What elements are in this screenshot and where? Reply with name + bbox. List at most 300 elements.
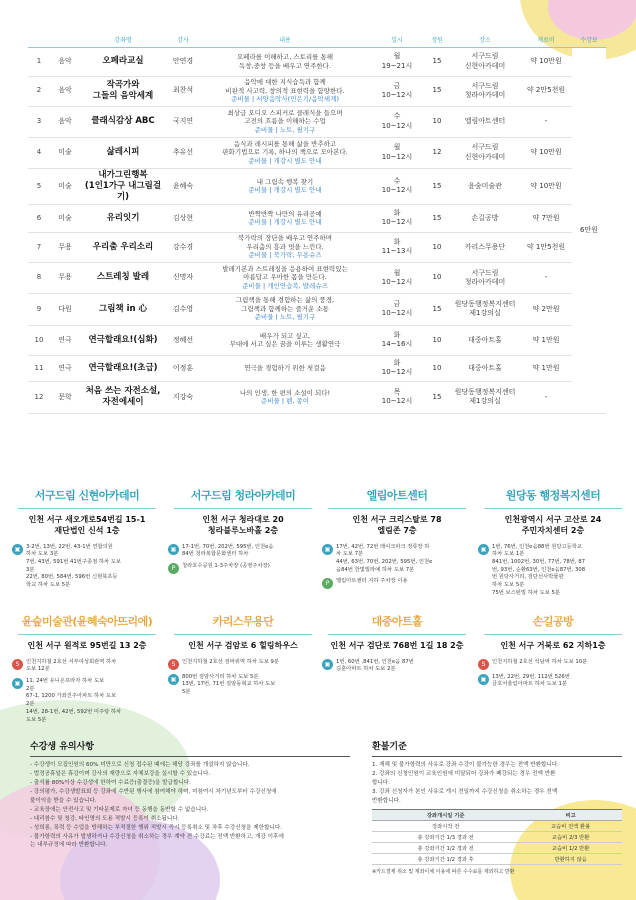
course-schedule-line: 19~21시 [381, 61, 413, 70]
course-place [450, 204, 520, 232]
course-teacher: 강수경 [166, 232, 200, 262]
venue-direction-line: 7번, 43번, 591번 41번구종점 하차 도보 [26, 558, 122, 565]
course-schedule-line: 10~12시 [381, 309, 413, 318]
table-row [28, 106, 606, 137]
course-material-fee: 약 10만원 [520, 47, 572, 76]
venue-direction-line: 17번, 42번, 72번 레이크파크 정류장 하 [336, 543, 430, 550]
venue-address-line: 인천 서구 검암로 6 힐링하우스 [188, 641, 298, 650]
course-schedule-line: 10~12시 [381, 152, 413, 161]
venue-direction-line: 14번, 28-1번, 42번, 592번 미주탕 하차 [26, 708, 122, 715]
course-description-line: 무대에 서고 싶은 꿈을 이루는 생활연극 [229, 340, 341, 349]
venue-direction-line: 음84번 한빛빌라예 하차 도보 7분 [336, 566, 415, 573]
course-schedule [370, 137, 424, 168]
table-row [28, 232, 606, 262]
course-schedule [370, 232, 424, 262]
venue-direction-line: 엘림아트센터 지하 주차장 이용 [336, 578, 408, 585]
course-schedule-line: 화 [393, 209, 401, 218]
course-description-line: 연극을 경험하기 위한 첫걸음 [244, 363, 326, 372]
course-schedule-line: 월 [393, 268, 401, 277]
course-description [200, 76, 370, 106]
venue-direction-item [168, 544, 318, 559]
course-description [200, 47, 370, 76]
bus-icon: ▣ [12, 678, 23, 689]
course-capacity: 15 [424, 168, 450, 204]
course-material-fee: 약 10만원 [520, 168, 572, 204]
course-field: 다원 [50, 293, 80, 325]
course-description [200, 262, 370, 293]
venue-card [168, 487, 318, 578]
venue-name: 카리스무용단 [212, 615, 274, 628]
table-row [28, 204, 606, 232]
course-materials-needed: 준비물 | 개인연습복, 발레슈즈 [242, 281, 328, 290]
header-place: 장소 [450, 33, 520, 47]
course-schedule [370, 47, 424, 76]
course-schedule [370, 106, 424, 137]
course-place [450, 168, 520, 204]
venue-divider [484, 634, 622, 635]
course-schedule-line: 화 [393, 331, 401, 340]
bus-icon: ▣ [322, 544, 333, 555]
course-field: 무용 [50, 232, 80, 262]
venue-address-line: 청라블루노바홀 2층 [207, 525, 279, 535]
course-place-line: 원당동행정복지센터 [454, 388, 516, 397]
refund-note: 교습비 전액 환불 [519, 820, 622, 831]
course-title [80, 325, 166, 355]
course-title-line: 삶레시피 [106, 146, 140, 157]
course-materials-needed: 준비물 | 북가락, 무용슈즈 [248, 251, 322, 260]
venue-direction-text [336, 659, 414, 674]
course-description-line: 비판적 사고력, 창의적 표현력을 함양한다. [225, 86, 345, 95]
course-title [80, 204, 166, 232]
venue-directions [12, 659, 162, 724]
course-description-line: 배우가 되고 싶고, [259, 331, 311, 340]
course-number: 7 [28, 232, 50, 262]
course-schedule-line: 10~12시 [381, 218, 413, 227]
course-material-fee: - [520, 262, 572, 293]
venue-name: 엘림아트센터 [366, 489, 428, 502]
venue-direction-line: 번 원당사거리, 검단선사박물관 [492, 574, 564, 581]
venue-direction-item [478, 674, 628, 689]
course-title-line: 연극할래요!(심화) [88, 334, 158, 345]
venue-divider [174, 508, 312, 509]
course-schedule-line: 목 [393, 388, 401, 397]
course-materials-needed: 준비물 | 펜, 종이 [260, 397, 310, 406]
course-materials-needed: 준비물 | 노트, 필기구 [254, 313, 316, 322]
course-schedule [370, 293, 424, 325]
refund-row [372, 831, 622, 842]
course-schedule [370, 381, 424, 413]
course-capacity: 15 [424, 293, 450, 325]
refund-note: 교습비 1/2 반환 [519, 842, 622, 853]
subway-icon: S [12, 659, 23, 670]
course-capacity: 15 [424, 381, 450, 413]
course-teacher: 안연경 [166, 47, 200, 76]
venue-directions [12, 544, 162, 590]
venue-direction-line: 3분 [26, 566, 35, 573]
course-material-fee: 약 7만원 [520, 204, 572, 232]
course-description [200, 232, 370, 262]
venue-direction-line: 청라호수공원 1-3주차장 (공영주차장) [182, 562, 270, 569]
venue-direction-line: 하차 도보 5분 [492, 581, 525, 588]
course-description-line: 북가락의 장단을 배우고 연주하며 [237, 234, 333, 243]
course-description-line: 우리춤의 흥과 멋을 느낀다. [246, 242, 324, 251]
refund-note: 교습비 2/3 반환 [519, 831, 622, 842]
table-row [28, 47, 606, 76]
venue-direction-line: 인천지하철 2호선 검바위역 하차 도보 9분 [182, 658, 280, 665]
notes-line: - 수강생이 모집인원의 60% 미만으로 신청 접수된 때에는 해당 강좌를 개설하지 않습니다. [30, 762, 250, 768]
venue-direction-line: 22번, 80번, 584번, 596번 신현북초등 [26, 574, 118, 581]
venue-direction-line: 번, 93번, 순환63번, 인천e음87번, 308 [492, 566, 586, 573]
course-title-line: 그림책 in 心 [98, 303, 148, 314]
venue-directions [478, 544, 628, 598]
venue-direction-line: 13번, 17번, 71번 검암동혁교 하차 도보 [182, 681, 276, 688]
venue-name: 서구드림 청라아카데미 [190, 489, 296, 502]
course-field: 연극 [50, 355, 80, 381]
course-place [450, 381, 520, 413]
venue-name: 윤숲미술관(윤혜숙아뜨리에) [21, 615, 153, 628]
refund-line: 합니다. [372, 779, 390, 786]
course-field: 음악 [50, 47, 80, 76]
course-schedule-line: 10~12시 [381, 91, 413, 99]
course-field: 미술 [50, 137, 80, 168]
venue-direction-line: 13번, 22번, 29번, 112번 526번 [492, 673, 570, 680]
venue-divider [484, 508, 622, 509]
header-capacity: 정원 [424, 33, 450, 47]
course-place-line: 신현아카데미 [464, 152, 506, 161]
course-material-fee: 약 1만원 [520, 325, 572, 355]
venue-name: 원당동 행정복지센터 [505, 489, 601, 502]
course-schedule [370, 168, 424, 204]
notes-line: 불이익을 받을 수 있습니다. [30, 797, 97, 804]
venue-directions [322, 544, 472, 590]
course-schedule-line: 월 [393, 143, 401, 152]
notes-section [30, 739, 350, 850]
course-description-line: 음악에 대한 지식습득과 함께 [244, 78, 326, 87]
course-title-line: 자전에세이 [102, 397, 144, 408]
venue-card [168, 613, 318, 701]
venue-address [12, 641, 162, 652]
venue-address-line: 엘림존 7층 [377, 525, 417, 535]
notes-line: - 출석률 80%이상 수강생에 한하여 수료증(출결증)을 발급합니다. [30, 779, 191, 786]
venue-direction-text [26, 659, 116, 674]
course-title [80, 137, 166, 168]
header-teacher: 강사 [166, 33, 200, 47]
course-description-line: 내 그림속 행복 찾기 [256, 177, 314, 186]
venue-address-line: 인천광역시 서구 고산로 24 [504, 515, 602, 524]
venue-direction-item [478, 659, 628, 670]
refund-row [372, 853, 622, 864]
course-schedule-line: 14~16시 [381, 340, 413, 349]
course-material-fee: - [520, 381, 572, 413]
venue-address-line: 인천 서구 거북로 62 지하1층 [500, 641, 606, 650]
venue-direction-item [168, 563, 318, 574]
venue-divider [18, 634, 156, 635]
venue-address [478, 641, 628, 652]
venue-direction-line: 도보 5분 [26, 716, 47, 723]
course-description [200, 355, 370, 381]
course-capacity: 15 [424, 47, 450, 76]
venue-direction-line: 인천지하철 2호선 서부여성회관역 하차 [26, 658, 117, 665]
course-table [28, 33, 606, 414]
course-tuition-all: 6만원 [572, 47, 606, 413]
course-schedule-line: 수 [393, 176, 401, 185]
bus-icon: ▣ [322, 659, 333, 670]
venue-directions [168, 659, 318, 697]
course-capacity: 12 [424, 137, 450, 168]
venue-direction-text [336, 544, 432, 575]
venue-direction-line: 1번, 60번 ,841번, 인천e음 87번 [336, 658, 414, 665]
course-description-line: 독창,중창 등을 배우고 연주한다. [239, 61, 331, 70]
course-description-line: 판화기법으로 기록, 하나의 책으로 모아본다. [222, 148, 348, 157]
course-capacity: 10 [424, 232, 450, 262]
course-material-fee: 약 10만원 [520, 137, 572, 168]
course-materials-needed: 준비물 | 개강시 별도 안내 [248, 156, 322, 165]
venue-direction-line: 17-1번, 70번, 202번, 595번, 인천e음 [182, 543, 274, 550]
venue-address [168, 515, 318, 537]
course-number: 11 [28, 355, 50, 381]
venue-direction-item [12, 544, 162, 590]
venue-name: 손길공방 [532, 615, 574, 628]
course-place-line: 원당동행정복지센터 [454, 300, 516, 309]
course-title-line: (1인1가구 내그림걸기) [84, 180, 162, 202]
venue-direction-text [492, 674, 570, 689]
venue-directions [478, 659, 628, 689]
course-title [80, 76, 166, 106]
course-description [200, 381, 370, 413]
course-title-line: 처음 쓰는 자전소설, [85, 386, 161, 397]
venue-address-line: 인천 서구 새오개로54번길 15-1 [28, 515, 146, 524]
course-description [200, 106, 370, 137]
refund-note: 반환하지 않음 [519, 853, 622, 864]
venue-name: 대중아트홀 [371, 615, 423, 628]
bus-icon: ▣ [478, 544, 489, 555]
course-place-line: 청라아카데미 [464, 277, 506, 286]
venue-address [478, 515, 628, 537]
course-description-line: 최상급 오디오 스피커로 클래식을 들으며 [227, 108, 343, 117]
venue-direction-text [182, 659, 279, 667]
course-place [450, 355, 520, 381]
venue-divider [174, 634, 312, 635]
venue-divider [18, 508, 156, 509]
course-teacher: 김수영 [166, 293, 200, 325]
venue-direction-line: 하차 도보 1분 [492, 551, 525, 558]
header-content: 내용 [200, 33, 370, 47]
venue-address [322, 641, 472, 652]
course-place-line: 대중아트홀 [468, 363, 502, 372]
table-row [28, 325, 606, 355]
course-schedule-line: 화 [393, 359, 401, 368]
course-title-line: 연극할래요!(초급) [88, 362, 158, 373]
course-field: 음악 [50, 76, 80, 106]
course-schedule-line: 화 [393, 238, 401, 247]
course-place [450, 262, 520, 293]
bus-icon: ▣ [168, 674, 179, 685]
course-number: 9 [28, 293, 50, 325]
notes-line: 는 내부규정에 따라 반환합니다. [30, 842, 108, 849]
course-title [80, 262, 166, 293]
subway-icon: S [478, 659, 489, 670]
refund-line: 1. 재해 및 불가항력의 사유로 강좌 수강이 불가능한 경우는 전액 반환합니다. [372, 762, 560, 768]
course-place [450, 293, 520, 325]
table-row [28, 137, 606, 168]
course-teacher: 이정훈 [166, 355, 200, 381]
venue-card [12, 613, 162, 728]
venue-direction-line: 84번 청라복합문화센터 하차 [182, 551, 249, 558]
course-place-line: 서구드림 [471, 81, 499, 90]
course-title [80, 355, 166, 381]
refund-title: 환불기준 [372, 742, 407, 752]
venue-direction-line: 1번, 76번, 인천e음88번 원당고등학교 [492, 543, 582, 550]
course-materials-needed: 준비물 | 노트, 필기구 [254, 125, 316, 134]
course-field: 연극 [50, 325, 80, 355]
course-description-line: 음식과 레시피를 통해 삶을 반추하고 [233, 139, 337, 148]
course-field: 미술 [50, 204, 80, 232]
course-capacity: 10 [424, 355, 450, 381]
course-schedule-line: 11~13시 [381, 247, 413, 256]
course-capacity: 15 [424, 76, 450, 106]
course-place-line: 대중아트홀 [468, 335, 502, 344]
table-row [28, 293, 606, 325]
course-schedule-line: 월 [393, 52, 401, 61]
course-schedule-line: 10~12시 [381, 368, 413, 377]
refund-header-note: 비고 [519, 809, 622, 820]
car-icon: P [168, 563, 179, 574]
course-teacher: 국지연 [166, 106, 200, 137]
refund-row [372, 820, 622, 831]
course-materials-needed: 준비물 | 개강시 별도 안내 [248, 218, 322, 227]
venue-card [322, 613, 472, 678]
course-place-line: 제1강의실 [469, 397, 501, 406]
course-description [200, 204, 370, 232]
course-teacher: 추유선 [166, 137, 200, 168]
table-row [28, 381, 606, 413]
venue-direction-line: 11, 24번 유니온프라자 하차 도보 [26, 678, 105, 685]
notes-title: 수강생 유의사항 [30, 742, 94, 752]
course-schedule [370, 76, 424, 106]
venue-address [12, 515, 162, 537]
venue-directions [168, 544, 318, 574]
course-teacher: 지강숙 [166, 381, 200, 413]
venue-direction-item [168, 659, 318, 670]
course-description-line: 오페라를 이해하고, 스토리를 통해 [236, 53, 334, 62]
course-description-line: 반짝반짝 나만의 유리공예 [248, 209, 322, 218]
course-number: 3 [28, 106, 50, 137]
table-row [28, 76, 606, 106]
course-materials-needed: 준비물 | 개강시 별도 안내 [248, 186, 322, 195]
course-place-line: 서구드림 [471, 143, 499, 152]
venue-address-line: 인천 서구 원적로 95번길 13 2층 [27, 641, 147, 650]
course-material-fee: 약 2만원 [520, 293, 572, 325]
car-icon: P [322, 578, 333, 589]
venue-direction-line: 금호어울림아파트 하차 도보 1분 [492, 681, 567, 688]
course-field: 음악 [50, 106, 80, 137]
table-header-row [28, 33, 606, 47]
course-description [200, 137, 370, 168]
venue-direction-line: 3-2번, 13번, 22번, 43-1번 연합의원 [26, 543, 113, 550]
venue-direction-item [12, 678, 162, 724]
venue-direction-line: 800번 검암사거리 하차 도보 5분 [182, 673, 259, 680]
venue-divider [328, 508, 466, 509]
course-place-line: 윤숲미술관 [468, 181, 502, 190]
course-teacher: 윤혜숙 [166, 168, 200, 204]
course-schedule-line: 10~12시 [381, 277, 413, 286]
course-schedule-line: 10~12시 [381, 397, 413, 406]
course-title-line: 클래식감상 ABC [91, 115, 155, 126]
course-number: 5 [28, 168, 50, 204]
venue-direction-line: 841번, 1002번, 30번, 77번, 78번, 87 [492, 558, 585, 565]
course-schedule-line: 금 [393, 81, 401, 90]
course-teacher: 신명자 [166, 262, 200, 293]
course-title-line: 유리잇기 [106, 212, 140, 223]
refund-basis: 총 강좌기간 1/2 경과 전 [372, 842, 519, 853]
course-title-line: 내가그린행복 [98, 169, 148, 180]
course-material-fee: 약 1만5천원 [520, 232, 572, 262]
notes-line: - 대리참수 및 청강, 타인명의 도용 적발시 등록이 취소됩니다. [30, 815, 180, 822]
course-description [200, 293, 370, 325]
course-description-line: 그림책과 함께하는 즐거운 소통 [241, 304, 329, 313]
venue-direction-line: 44번, 63번, 70번, 202번, 595번, 인천e [336, 558, 433, 565]
refund-line: 반환합니다. [372, 797, 401, 804]
course-description [200, 168, 370, 204]
header-material-fee: 재료비 [520, 33, 572, 47]
course-place-line: 제1강의실 [469, 309, 501, 318]
header-schedule: 일시 [370, 33, 424, 47]
refund-basis: 총 강좌기간 1/3 경과 전 [372, 831, 519, 842]
venue-direction-item [168, 674, 318, 697]
venue-direction-text [492, 544, 585, 598]
course-description-line: 고전의 흐름을 이해하는 수업 [244, 117, 326, 126]
course-number: 2 [28, 76, 50, 106]
bus-icon: ▣ [12, 544, 23, 555]
course-place [450, 232, 520, 262]
course-schedule-line: 수 [393, 112, 401, 121]
venue-address-line: 주민자치센터 2층 [521, 525, 585, 535]
course-material-fee: - [520, 106, 572, 137]
course-schedule [370, 355, 424, 381]
venue-address-line: 재단법인 신석 1층 [54, 525, 120, 535]
venue-card [478, 613, 628, 693]
course-place-line: 엘림아트센터 [464, 116, 506, 125]
course-number: 10 [28, 325, 50, 355]
course-schedule-line: 금 [393, 300, 401, 309]
venue-card [478, 487, 628, 601]
refund-header-basis: 강좌개시일 기준 [372, 809, 519, 820]
venue-direction-item [478, 544, 628, 598]
course-place-line: 서구드림 [471, 268, 499, 277]
course-schedule-line: 10~12시 [381, 121, 413, 130]
course-description-line: 아름답고 우아한 몸을 만든다. [243, 273, 327, 282]
refund-basis: 강좌시작 전 [372, 820, 519, 831]
course-material-fee: 약 1만원 [520, 355, 572, 381]
table-row [28, 168, 606, 204]
course-number: 8 [28, 262, 50, 293]
refund-line: 3. 강좌 신청자가 본인 사유로 개시 전일까지 수강신청을 취소하는 경우 전액 [372, 788, 558, 795]
venue-direction-text [492, 659, 587, 667]
course-title [80, 168, 166, 204]
venue-direction-text [182, 674, 275, 697]
notes-line: - 성희롱, 폭력 등 수업을 방해하는 부적절한 행위 적발시 즉시 등록취소 및 차후 수강신청을 제한합니다. [30, 824, 283, 831]
course-place [450, 47, 520, 76]
course-schedule [370, 262, 424, 293]
course-title-line: 그들의 음악세계 [92, 91, 154, 101]
notes-line: - 교육장에는 안전사고 및 기타문제로 자녀 등 동행을 동반할 수 없습니다. [30, 806, 209, 813]
course-schedule [370, 204, 424, 232]
course-description-line: 그림책을 통해 경험하는 삶의 풍경, [235, 296, 335, 305]
notes-line: - 법정공휴일은 휴강이며 강사의 재량으로 자체보강을 실시할 수 있습니다. [30, 770, 211, 777]
course-place-line: 청라아카데미 [464, 91, 506, 99]
course-description-line: 발레기본과 스트레칭을 응용하여 표현력있는 [222, 264, 348, 273]
notes-divider [30, 756, 350, 757]
